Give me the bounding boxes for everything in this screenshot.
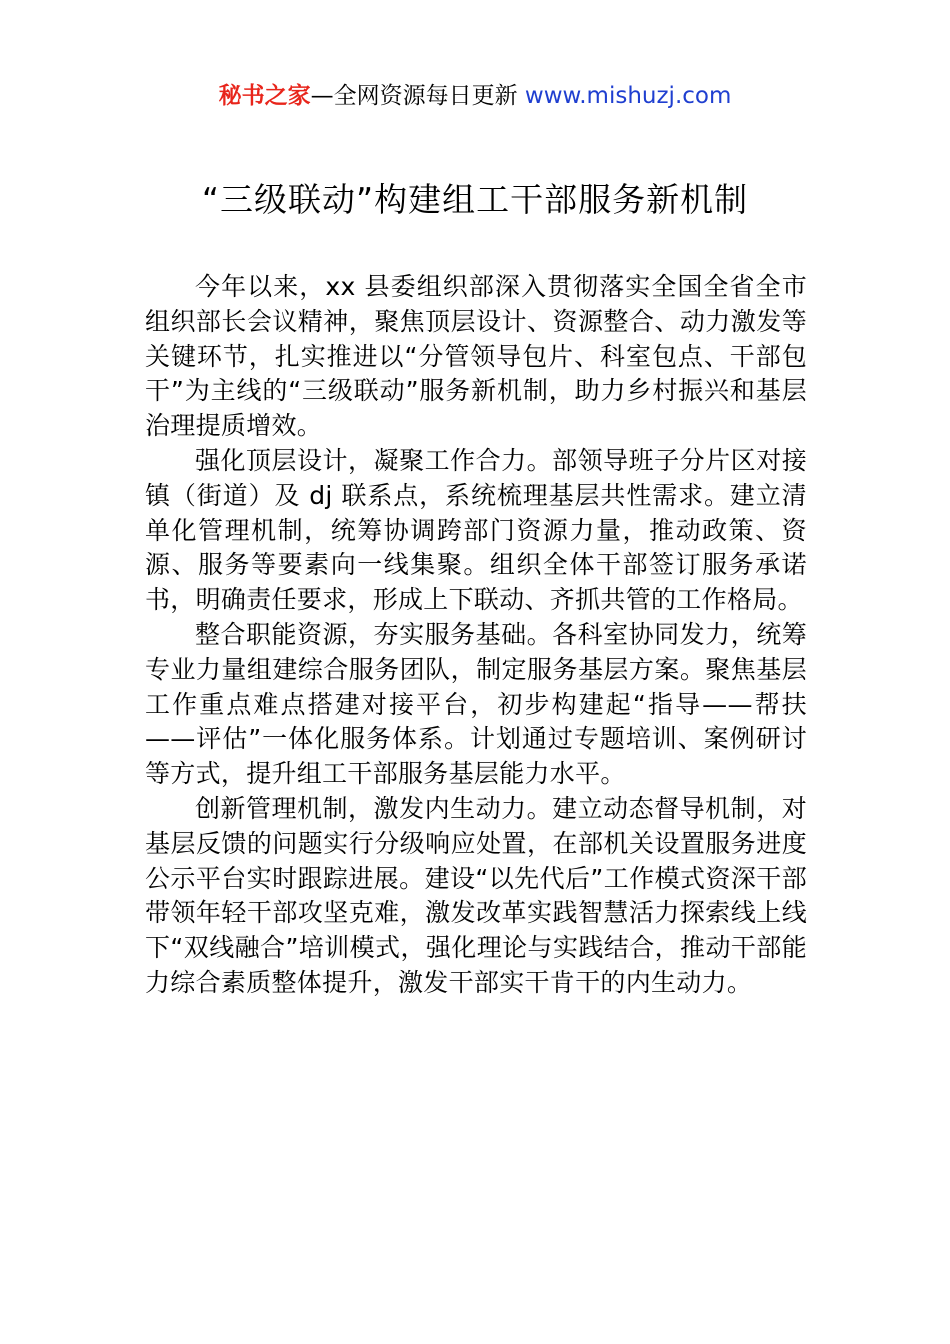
paragraph-mechanism: 创新管理机制，激发内生动力。建立动态督导机制，对基层反馈的问题实行分级响应处置，在部机关设置服务进度公示平台实时跟踪进展。建设“以先代后”工作模式资深干部带领年轻干部攻坚克难，激发改革实践智慧活力探索线上线下“双线融合”培训模式，强化理论与实践结合，推动干部能力综合素质整体提升，激发干部实干肯干的内生动力。	[145, 793, 807, 997]
paragraph-intro: 今年以来，xx 县委组织部深入贯彻落实全国全省全市组织部长会议精神，聚焦顶层设计、资源整合、动力激发等关键环节，扎实推进以“分管领导包片、科室包点、干部包干”为主线的“三级联动”服务新机制，助力乡村振兴和基层治理提质增效。	[145, 272, 807, 441]
site-url-link[interactable]: www.mishuzj.com	[524, 83, 732, 109]
site-header	[0, 80, 950, 112]
paragraph-resources: 整合职能资源，夯实服务基础。各科室协同发力，统筹专业力量组建综合服务团队，制定服务基层方案。聚焦基层工作重点难点搭建对接平台，初步构建起“指导——帮扶——评估”一体化服务体系。计划通过专题培训、案例研讨等方式，提升组工干部服务基层能力水平。	[145, 619, 807, 789]
paragraph-top-design: 强化顶层设计，凝聚工作合力。部领导班子分片区对接镇（街道）及 dj 联系点，系统梳理基层共性需求。建立清单化管理机制，统筹协调跨部门资源力量，推动政策、资源、服务等要素向一线集聚。组织全体干部签订服务承诺书，明确责任要求，形成上下联动、齐抓共管的工作格局。	[145, 445, 807, 615]
document-title: “三级联动”构建组工干部服务新机制	[201, 180, 749, 219]
header-tagline: —全网资源每日更新	[310, 83, 518, 109]
brand-name: 秘书之家	[218, 83, 311, 109]
document-body	[145, 270, 807, 1001]
